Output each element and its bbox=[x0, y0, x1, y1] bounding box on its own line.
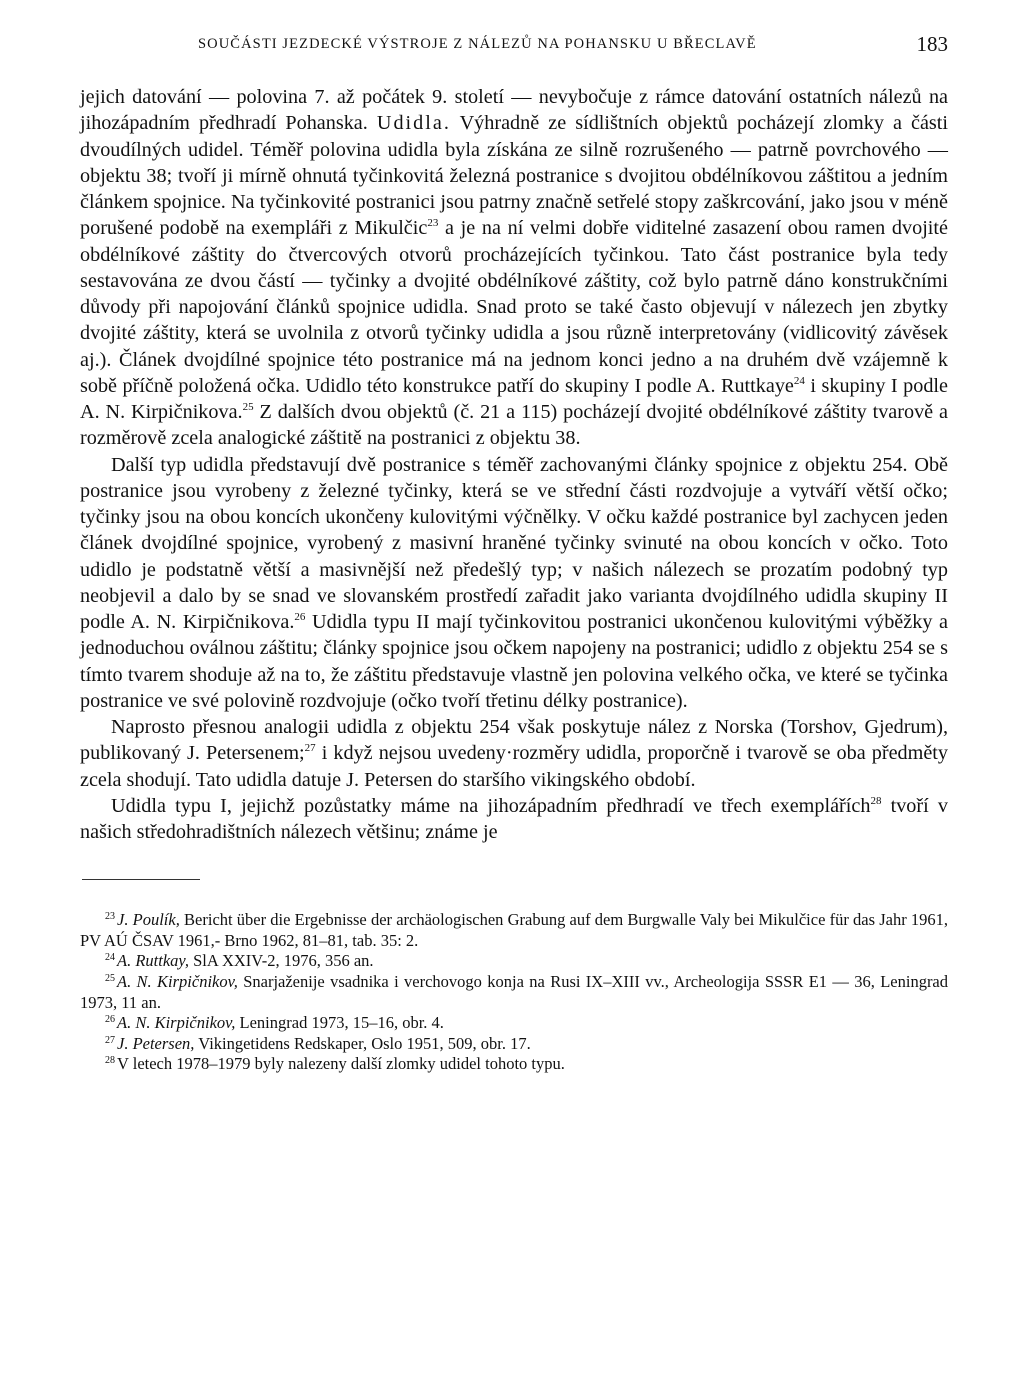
footnote-text: Bericht über die Ergebnisse der archäologischen Grabung auf dem Burgwalle Valy bei Mikulčice für das Jahr 1961, PV AÚ ČSAV 1961,- Brno 1962, 81–81, tab. 35: 2. bbox=[80, 910, 949, 950]
footnote-number: 28 bbox=[105, 1055, 115, 1067]
footnote-author: A. N. Kirpičnikov, bbox=[117, 1013, 236, 1033]
footnote-text: Leningrad 1973, 15–16, obr. 4. bbox=[239, 1013, 444, 1033]
footnote-number: 25 bbox=[105, 973, 115, 985]
footnote-24 bbox=[80, 951, 948, 972]
footnote-ref-28[interactable]: 28 bbox=[870, 794, 882, 807]
paragraph-2 bbox=[80, 452, 948, 715]
document-page bbox=[80, 34, 948, 1075]
footnote-number: 27 bbox=[105, 1034, 115, 1046]
running-head: SOUČÁSTI JEZDECKÉ VÝSTROJE Z NÁLEZŮ NA POHANSKU U BŘECLAVĚ bbox=[198, 36, 757, 52]
footnote-text: V letech 1978–1979 byly nalezeny další zlomky udidel tohoto typu. bbox=[117, 1054, 565, 1074]
footnote-author: J. Poulík, bbox=[117, 910, 180, 930]
footnote-26 bbox=[80, 1013, 948, 1034]
footnote-text: SlA XXIV-2, 1976, 356 an. bbox=[193, 951, 374, 971]
footnote-ref-24[interactable]: 24 bbox=[793, 374, 805, 387]
paragraph-text: Udidla typu II mají tyčinkovitou postranici ukončenou kulovitými výběžky a jednoduchou oválnou záštitu; články spojnice jsou očkem napojeny na postranici; udidlo z objektu 254 se s tímto tvarem shoduje až na to, že záštitu představuje vlastně jen polovina velkého očka, ve které se tyčinka postranice ve své polovině rozdvojuje (očko tvoří třetinu délky postranice). bbox=[80, 611, 948, 712]
page-header bbox=[80, 34, 948, 64]
footnote-ref-23[interactable]: 23 bbox=[427, 217, 439, 230]
footnote-ref-26[interactable]: 26 bbox=[294, 611, 306, 623]
footnote-number: 23 bbox=[105, 911, 115, 923]
paragraph-text: tvoří v našich středohradištních nálezech většinu; známe je bbox=[80, 794, 948, 843]
paragraph-3 bbox=[80, 714, 948, 793]
footnote-28 bbox=[80, 1054, 948, 1075]
footnote-27 bbox=[80, 1034, 948, 1055]
body-text bbox=[80, 84, 948, 845]
footnote-ref-25[interactable]: 25 bbox=[242, 401, 254, 413]
footnote-divider bbox=[82, 879, 200, 880]
page-number: 183 bbox=[916, 32, 948, 56]
footnote-23 bbox=[80, 910, 948, 951]
footnote-ref-27[interactable]: 27 bbox=[304, 742, 316, 755]
paragraph-text: Naprosto přesnou analogii udidla z objektu 254 však poskytuje nález z Norska (Torshov, Gjedrum), publikovaný J. Petersenem; bbox=[80, 716, 948, 765]
paragraph-text: i když nejsou uvedeny·rozměry udidla, proporčně i tvarově se oba předměty zcela shodují. Tato udidla datuje J. Petersen do staršího vikingského období. bbox=[80, 742, 949, 791]
footnote-number: 26 bbox=[105, 1014, 115, 1026]
paragraph-text: Další typ udidla představují dvě postranice s téměř zachovanými články spojnice z objektu 254. Obě postranice jsou vyrobeny z železné tyčinky, která se ve střední části rozdvojuje a vytváří větší očko; tyčinky jsou na obou koncích ukončeny kulovitými výčnělky. V očku každé postranice byl zachycen jeden článek dvojdílné spojnice, vyrobený z masivní hraněné tyčinky svinuté na obou koncích v očko. Toto udidlo je podstatně větší a masivnější než předešlý typ; v našich nálezech se prozatím podobný typ neobjevil a dalo by se snad ve slovanském prostředí zařadit jako varianta dvojdílného udidla skupiny II podle A. N. Kirpičnikova. bbox=[80, 453, 948, 633]
paragraph-text: a je na ní velmi dobře viditelné zasazení obou ramen dvojité obdélníkové záštity do čtvercových otvorů procházejících tyčinkou. Tato část postranice byla tedy sestavována ze dvou částí — tyčinky a dvojité obdélníkové záštity, což bylo patrně dáno konstrukčními důvody při napojování článků spojnice udidla. Snad proto se také často objevují v nálezech jen zbytky dvojité záštity, která se uvolnila z otvorů tyčinky udidla a jsou různě interpretovány (vidlicovitý závěsek aj.). Článek dvojdílné spojnice této postranice má na jednom konci jedno a na druhém dvě vzájemně k sobě příčně položená očka. Udidlo této konstrukce patří do skupiny I podle A. Ruttkaye bbox=[80, 217, 948, 397]
footnote-text: Vikingetidens Redskaper, Oslo 1951, 509, obr. 17. bbox=[198, 1033, 531, 1053]
footnote-author: A. Ruttkay, bbox=[117, 951, 189, 971]
paragraph-text: i skupiny I podle A. N. Kirpičnikova. bbox=[80, 374, 948, 423]
paragraph-text: Výhradně ze sídlištních objektů pocházejí zlomky a části dvoudílných udidel. Téměř polovina udidla byla získána ze silně rozrušeného — patrně povrchového — objektu 38; tvoří ji mírně ohnutá tyčinkovitá železná postranice s dvojitou obdélníkovou záštitou a jedním článkem spojnice. Na tyčinkovité postranici jsou patrny značně setřelé stopy zaškrcování, jako jsou v méně porušené podobě na exempláři z Mikulčic bbox=[80, 112, 949, 240]
paragraph-text: Z dalších dvou objektů (č. 21 a 115) pocházejí dvojité obdélníkové záštity tvarově a rozměrově zcela analogické záštitě na postranici z objektu 38. bbox=[80, 401, 948, 450]
footnote-number: 24 bbox=[105, 952, 115, 964]
paragraph-4 bbox=[80, 793, 948, 846]
section-heading-udidla: Udidla. bbox=[376, 112, 451, 135]
paragraph-text: jejich datování — polovina 7. až počátek 9. století — nevybočuje z rámce datování ostatních nálezů na jihozápadním předhradí Pohanska. bbox=[80, 86, 948, 135]
footnote-author: A. N. Kirpičnikov, bbox=[117, 972, 238, 992]
paragraph-1 bbox=[80, 84, 948, 452]
footnotes bbox=[80, 910, 948, 1075]
footnote-25 bbox=[80, 972, 948, 1013]
footnote-text: Snarjaženije vsadnika i verchovogo konja na Rusi IX–XIII vv., Archeologija SSSR E1 — 36, Leningrad 1973, 11 an. bbox=[80, 972, 949, 1012]
footnote-author: J. Petersen, bbox=[117, 1033, 195, 1053]
paragraph-text: Udidla typu I, jejichž pozůstatky máme na jihozápadním předhradí ve třech exemplářích bbox=[111, 794, 871, 817]
